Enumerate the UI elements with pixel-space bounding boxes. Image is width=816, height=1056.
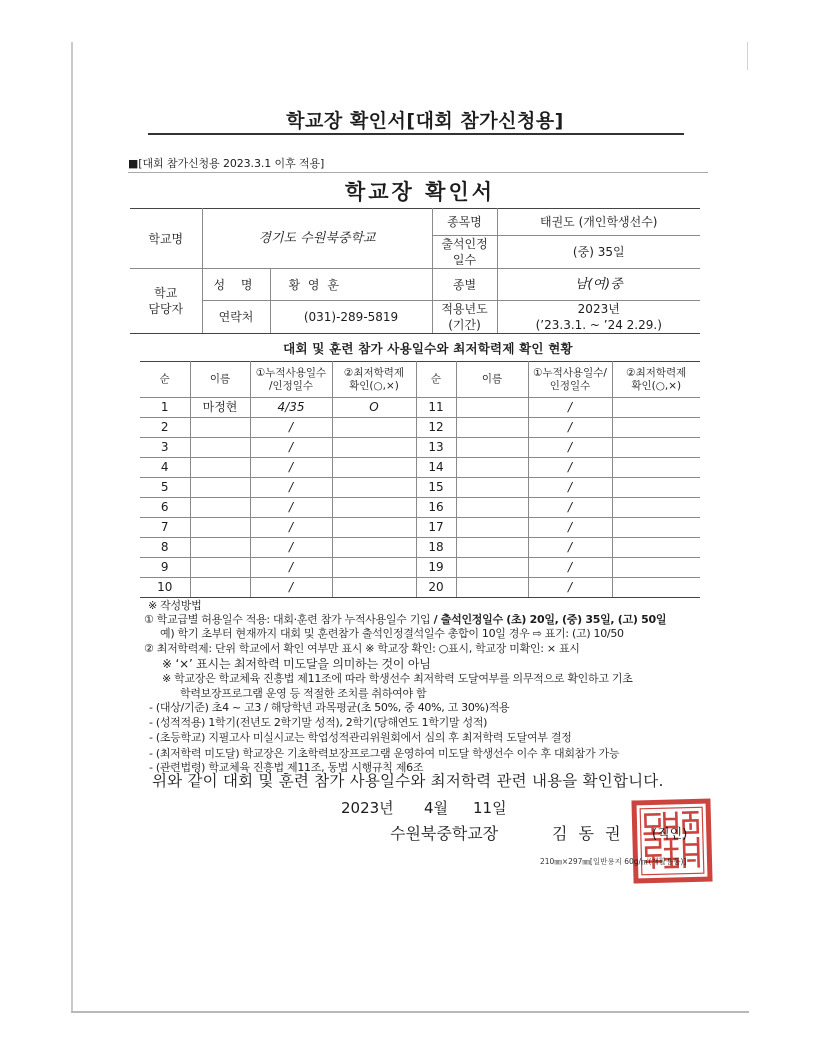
days-used-cell: 4/35	[250, 398, 332, 418]
paper-edge-bottom	[71, 1011, 749, 1013]
school-manager-label	[130, 269, 202, 334]
min-achievement-check-cell	[332, 478, 416, 498]
col-header-check-line-1: ②최저학력제	[626, 366, 687, 379]
note-item-1-emphasis: / 출석인정일수 (초) 20일, (중) 35일, (고) 50일	[433, 613, 667, 626]
student-name-cell	[456, 478, 528, 498]
period-label-line-1: 적용년도	[441, 302, 488, 316]
school-name-label: 학교명	[130, 209, 202, 269]
period-label-line-2: (기간)	[448, 318, 481, 332]
status-table-body	[140, 398, 700, 598]
student-name-cell: 마정현	[190, 398, 250, 418]
row-number-cell: 1	[140, 398, 190, 418]
form-title: 학교장 확인서	[344, 180, 496, 204]
days-used-cell: /	[250, 438, 332, 458]
application-period-value	[497, 301, 700, 334]
col-header-days-line-2: /인정일수	[268, 379, 314, 392]
days-used-cell: /	[528, 518, 612, 538]
table-row	[140, 458, 700, 478]
note-detail-law: - (관련법령) 학교체육 진흥법 제11조, 동법 시행규칙 제6조	[149, 761, 424, 774]
row-number-cell: 10	[140, 578, 190, 598]
days-used-cell: /	[528, 478, 612, 498]
row-number-cell: 12	[416, 418, 456, 438]
category-value: 남(여)중	[497, 269, 700, 301]
student-name-cell	[456, 538, 528, 558]
student-name-cell	[190, 458, 250, 478]
paper-edge-left	[71, 42, 73, 1012]
row-number-cell: 9	[140, 558, 190, 578]
table-row	[140, 558, 700, 578]
school-info-table	[130, 208, 700, 334]
application-period-label	[432, 301, 497, 334]
min-achievement-check-cell	[612, 518, 700, 538]
manager-label-line-1: 학교	[154, 286, 178, 300]
status-section-title: 대회 및 훈련 참가 사용일수와 최저학력제 확인 현황	[283, 341, 573, 356]
confirmation-statement: 위와 같이 대회 및 훈련 참가 사용일수와 최저학력 관련 내용을 확인합니다.	[152, 772, 664, 790]
note-detail-grades: - (성적적용) 1학기(전년도 2학기말 성적), 2학기(당해연도 1학기말 성적)	[149, 716, 488, 729]
manager-contact-value: (031)-289-5819	[270, 301, 432, 334]
table-row	[140, 518, 700, 538]
school-name-value: 경기도 수원북중학교	[202, 209, 432, 269]
row-number-cell: 5	[140, 478, 190, 498]
min-achievement-check-cell	[332, 518, 416, 538]
days-used-cell: /	[250, 518, 332, 538]
student-name-cell	[456, 498, 528, 518]
row-number-cell: 8	[140, 538, 190, 558]
row-number-cell: 11	[416, 398, 456, 418]
category-label: 종별	[432, 269, 497, 301]
min-achievement-check-cell	[612, 438, 700, 458]
days-used-cell: /	[528, 538, 612, 558]
note-detail-not-reached: - (최저학력 미도달) 학교장은 기초학력보장프로그램 운영하여 미도달 학생선수 이수 후 대회참가 가능	[149, 747, 620, 760]
days-used-cell: /	[528, 418, 612, 438]
student-name-cell	[190, 498, 250, 518]
col-header-check-line-1: ②최저학력제	[343, 366, 405, 379]
student-name-cell	[190, 438, 250, 458]
days-used-cell: /	[250, 418, 332, 438]
official-seal-graphic	[631, 798, 713, 884]
note-item-1-text: ① 학교급별 허용일수 적용: 대회·훈련 참가 누적사용일수 기입	[144, 613, 434, 626]
participation-status-table	[140, 361, 700, 598]
table-row	[140, 578, 700, 598]
days-used-cell: /	[528, 558, 612, 578]
col-header-days-used	[250, 362, 332, 398]
row-number-cell: 13	[416, 438, 456, 458]
row-number-cell: 18	[416, 538, 456, 558]
attendance-label-line-1: 출석인정	[441, 237, 488, 251]
days-used-cell: /	[250, 538, 332, 558]
student-name-cell	[190, 538, 250, 558]
row-number-cell: 7	[140, 518, 190, 538]
paper-spec: 210㎜×297㎜[일반용지 60g/㎡(재활용품)]	[540, 857, 687, 866]
sport-label: 종목명	[432, 209, 497, 236]
manager-contact-label: 연락처	[202, 301, 270, 334]
application-period-range: (’23.3.1. ~ ’24 2.29.)	[535, 318, 662, 332]
date-month: 4월	[424, 799, 449, 817]
note-principal-duty-line-1: ※ 학교장은 학교체육 진흥법 제11조에 따라 학생선수 최저학력 도달여부를 의무적으로 확인하고 기초	[162, 672, 633, 685]
col-header-days-line-1: ①누적사용일수/	[533, 366, 607, 379]
student-name-cell	[456, 458, 528, 478]
min-achievement-check-cell	[332, 438, 416, 458]
manager-label-line-2: 담당자	[148, 302, 184, 316]
days-used-cell: /	[250, 578, 332, 598]
row-number-cell: 17	[416, 518, 456, 538]
min-achievement-check-cell	[332, 558, 416, 578]
principal-title: 수원북중학교장	[390, 824, 499, 843]
min-achievement-check-cell	[612, 578, 700, 598]
info-row-school	[130, 209, 700, 236]
document-header-title: 학교장 확인서[대회 참가신청용]	[286, 110, 564, 132]
date-year: 2023년	[341, 799, 394, 817]
min-achievement-check-cell	[332, 498, 416, 518]
col-header-number: 순	[140, 362, 190, 398]
student-name-cell	[190, 418, 250, 438]
days-used-cell: /	[528, 458, 612, 478]
row-number-cell: 6	[140, 498, 190, 518]
note-item-2: ② 최저학력제: 단위 학교에서 확인 여부만 표시 ※ 학교장 확인: ○표시, 학교장 미확인: × 표시	[144, 642, 580, 655]
attendance-days-label	[432, 236, 497, 269]
min-achievement-check-cell	[612, 478, 700, 498]
col-header-min-achievement	[332, 362, 416, 398]
notes-heading: ※ 작성방법	[148, 599, 202, 612]
info-row-contact	[130, 301, 700, 334]
status-header-row	[140, 362, 700, 398]
row-number-cell: 14	[416, 458, 456, 478]
table-row	[140, 538, 700, 558]
row-number-cell: 15	[416, 478, 456, 498]
student-name-cell	[456, 558, 528, 578]
row-number-cell: 4	[140, 458, 190, 478]
table-row	[140, 438, 700, 458]
note-detail-target: - (대상/기준) 초4 ~ 고3 / 해당학년 과목평균(초 50%, 중 40%, 고 30%)적용	[149, 701, 510, 714]
note-item-1	[144, 613, 666, 627]
student-name-cell	[190, 578, 250, 598]
col-header-name-right: 이름	[456, 362, 528, 398]
table-row	[140, 418, 700, 438]
col-header-days-used-right	[528, 362, 612, 398]
min-achievement-check-cell	[332, 458, 416, 478]
days-used-cell: /	[250, 558, 332, 578]
days-used-cell: /	[250, 478, 332, 498]
col-header-min-achievement-right	[612, 362, 700, 398]
table-row	[140, 498, 700, 518]
min-achievement-check-cell	[612, 398, 700, 418]
student-name-cell	[456, 398, 528, 418]
student-name-cell	[456, 518, 528, 538]
principal-name: 김 동 권	[552, 824, 624, 843]
attendance-label-line-2: 일수	[452, 253, 477, 267]
student-name-cell	[456, 438, 528, 458]
sport-value: 태권도 (개인학생선수)	[497, 209, 700, 236]
row-number-cell: 20	[416, 578, 456, 598]
min-achievement-check-cell	[612, 458, 700, 478]
col-header-days-line-1: ①누적사용일수	[255, 366, 327, 379]
min-achievement-check-cell	[332, 418, 416, 438]
seal-placeholder-label: (직인)	[652, 827, 688, 842]
min-achievement-check-cell	[332, 538, 416, 558]
days-used-cell: /	[250, 458, 332, 478]
min-achievement-check-cell	[612, 558, 700, 578]
note-item-1-example: 예) 학기 초부터 현재까지 대회 및 훈련참가 출석인정결석일수 총합이 10일 경우 ⇨ 표기: (고) 10/50	[160, 627, 624, 640]
col-header-days-line-2: 인정일수	[549, 379, 591, 392]
days-used-cell: /	[528, 498, 612, 518]
row-number-cell: 19	[416, 558, 456, 578]
student-name-cell	[456, 578, 528, 598]
col-header-name: 이름	[190, 362, 250, 398]
col-header-check-line-2: 확인(○,×)	[349, 379, 399, 392]
row-number-cell: 3	[140, 438, 190, 458]
manager-name-label: 성 명	[202, 269, 270, 301]
paper-edge-right	[747, 42, 748, 70]
applicability-notice: ■[대회 참가신청용 2023.3.1 이후 적용]	[128, 157, 325, 170]
info-row-manager-name	[130, 269, 700, 301]
col-header-check-line-2: 확인(○,×)	[631, 379, 682, 392]
manager-name-value: 황 영 훈	[270, 269, 432, 301]
min-achievement-check-cell: O	[332, 398, 416, 418]
student-name-cell	[190, 478, 250, 498]
note-item-2-remark: ※ ‘×’ 표시는 최저학력 미도달을 의미하는 것이 아님	[162, 657, 431, 671]
student-name-cell	[190, 558, 250, 578]
table-row	[140, 478, 700, 498]
student-name-cell	[190, 518, 250, 538]
attendance-days-value: (중) 35일	[497, 236, 700, 269]
min-achievement-check-cell	[612, 418, 700, 438]
row-number-cell: 2	[140, 418, 190, 438]
days-used-cell: /	[528, 578, 612, 598]
col-header-number-right: 순	[416, 362, 456, 398]
header-underline	[148, 133, 684, 135]
min-achievement-check-cell	[612, 498, 700, 518]
note-detail-elementary: - (초등학교) 지필고사 미실시교는 학업성적관리위원회에서 심의 후 최저학력 도달여부 결정	[149, 731, 572, 744]
date-day: 11일	[473, 799, 507, 817]
student-name-cell	[456, 418, 528, 438]
note-principal-duty-line-2: 학력보장프로그램 운영 등 적절한 조치를 취하여야 함	[180, 687, 427, 700]
official-seal	[631, 798, 713, 884]
min-achievement-check-cell	[612, 538, 700, 558]
days-used-cell: /	[250, 498, 332, 518]
table-row	[140, 398, 700, 418]
min-achievement-check-cell	[332, 578, 416, 598]
days-used-cell: /	[528, 438, 612, 458]
application-year: 2023년	[577, 302, 620, 316]
row-number-cell: 16	[416, 498, 456, 518]
notice-divider	[128, 172, 708, 173]
days-used-cell: /	[528, 398, 612, 418]
